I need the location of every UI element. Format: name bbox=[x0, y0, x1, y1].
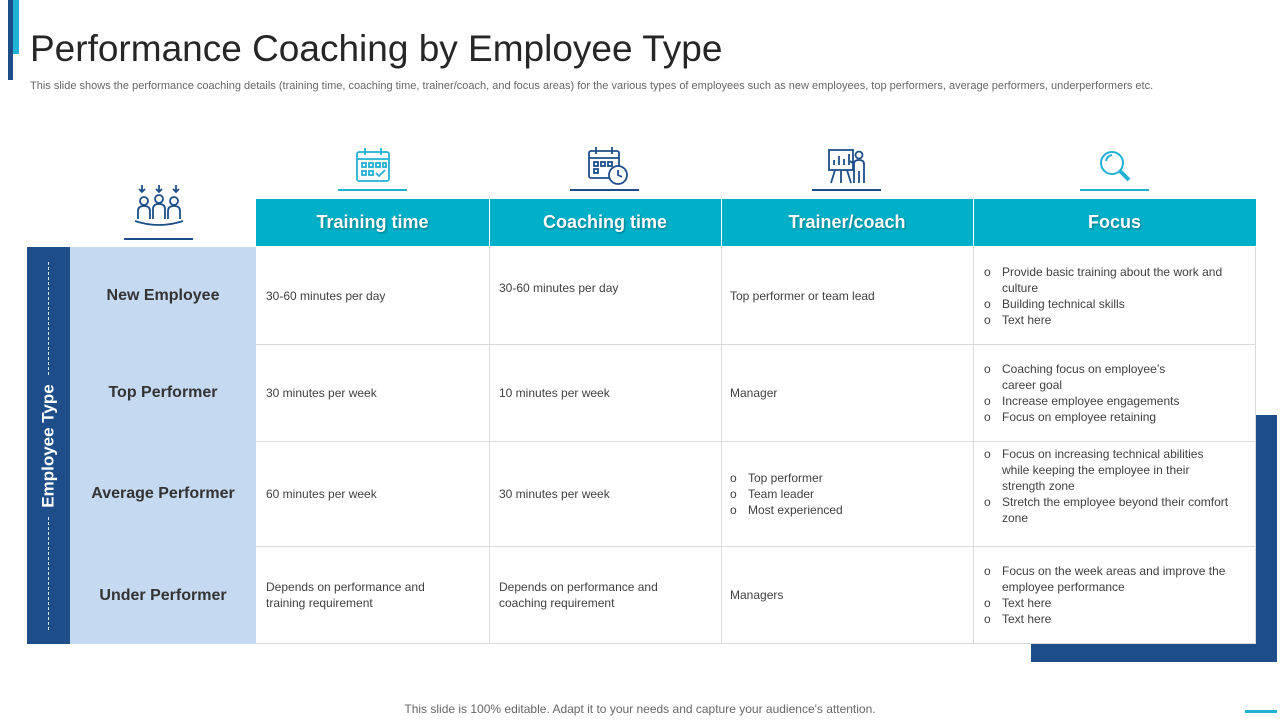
cell-average-performer-trainer bbox=[730, 470, 965, 518]
cell-new-employee-training: 30-60 minutes per day bbox=[266, 289, 386, 303]
employee-type-label: Employee Type bbox=[39, 376, 59, 515]
list-item: o Most experienced bbox=[730, 502, 965, 518]
row-header-average-performer: Average Performer bbox=[91, 485, 235, 502]
trainer-icon-underline bbox=[812, 189, 881, 191]
cell-top-performer-focus bbox=[984, 361, 1194, 425]
presentation-icon bbox=[826, 147, 868, 185]
list-item: o Stretch the employee beyond their comfort zone bbox=[984, 494, 1234, 526]
training-icon-underline bbox=[338, 189, 407, 191]
cell-under-performer-training: Depends on performance and training requirement bbox=[266, 580, 425, 610]
cell-average-performer-coaching: 30 minutes per week bbox=[499, 487, 610, 501]
column-header-trainer-coach: Trainer/coach bbox=[788, 212, 906, 232]
focus-icon-underline bbox=[1080, 189, 1149, 191]
list-item: o Team leader bbox=[730, 486, 965, 502]
employee-group-icon bbox=[132, 183, 186, 233]
employee-icon-underline bbox=[124, 238, 193, 240]
cell-top-performer-training: 30 minutes per week bbox=[266, 386, 377, 400]
column-header-coaching-time: Coaching time bbox=[542, 212, 667, 232]
cell-top-performer-coaching: 10 minutes per week bbox=[499, 386, 610, 400]
cell-average-performer-training: 60 minutes per week bbox=[266, 487, 377, 501]
list-item: o Text here bbox=[984, 595, 1234, 611]
corner-accent-line bbox=[1245, 710, 1277, 713]
coaching-icon-underline bbox=[570, 189, 639, 191]
row-header-top-performer: Top Performer bbox=[108, 384, 218, 401]
calendar-icon bbox=[354, 146, 392, 184]
list-item: o Coaching focus on employee’s career goal bbox=[984, 361, 1194, 393]
list-item: o Increase employee engagements bbox=[984, 393, 1194, 409]
page-title: Performance Coaching by Employee Type bbox=[30, 28, 723, 69]
cell-under-performer-trainer: Managers bbox=[730, 588, 784, 602]
list-item: o Building technical skills bbox=[984, 296, 1234, 312]
list-item: o Focus on the week areas and improve the employee performance bbox=[984, 563, 1234, 595]
row-header-under-performer: Under Performer bbox=[99, 587, 227, 604]
cell-new-employee-focus bbox=[984, 264, 1234, 328]
cell-new-employee-trainer: Top performer or team lead bbox=[730, 289, 875, 303]
list-item: o Provide basic training about the work and culture bbox=[984, 264, 1234, 296]
cell-under-performer-focus bbox=[984, 563, 1234, 627]
list-item: o Top performer bbox=[730, 470, 965, 486]
list-item: o Focus on increasing technical abilities while keeping the employee in their strength zone bbox=[984, 446, 1234, 494]
page-subtitle: This slide shows the performance coaching details (training time, coaching time, trainer/coach, and focus areas) for the various types of employees such as new employees, top performers, average performers, underperformers etc. bbox=[30, 80, 1154, 92]
title-accent-bar-light bbox=[13, 0, 19, 54]
column-header-focus: Focus bbox=[1087, 212, 1141, 232]
column-header-training-time: Training time bbox=[316, 212, 429, 232]
list-item: o Text here bbox=[984, 312, 1234, 328]
magnifier-icon bbox=[1097, 148, 1133, 184]
row-header-band bbox=[70, 247, 256, 644]
cell-under-performer-coaching: Depends on performance and coaching requirement bbox=[499, 580, 658, 610]
cell-top-performer-trainer: Manager bbox=[730, 386, 778, 400]
calendar-clock-icon bbox=[586, 145, 630, 187]
row-header-new-employee: New Employee bbox=[106, 287, 220, 304]
list-item: o Text here bbox=[984, 611, 1234, 627]
cell-average-performer-focus bbox=[984, 446, 1234, 526]
cell-new-employee-coaching: 30-60 minutes per day bbox=[499, 281, 619, 295]
footer-note: This slide is 100% editable. Adapt it to your needs and capture your audience's attention. bbox=[404, 702, 876, 716]
list-item: o Focus on employee retaining bbox=[984, 409, 1194, 425]
